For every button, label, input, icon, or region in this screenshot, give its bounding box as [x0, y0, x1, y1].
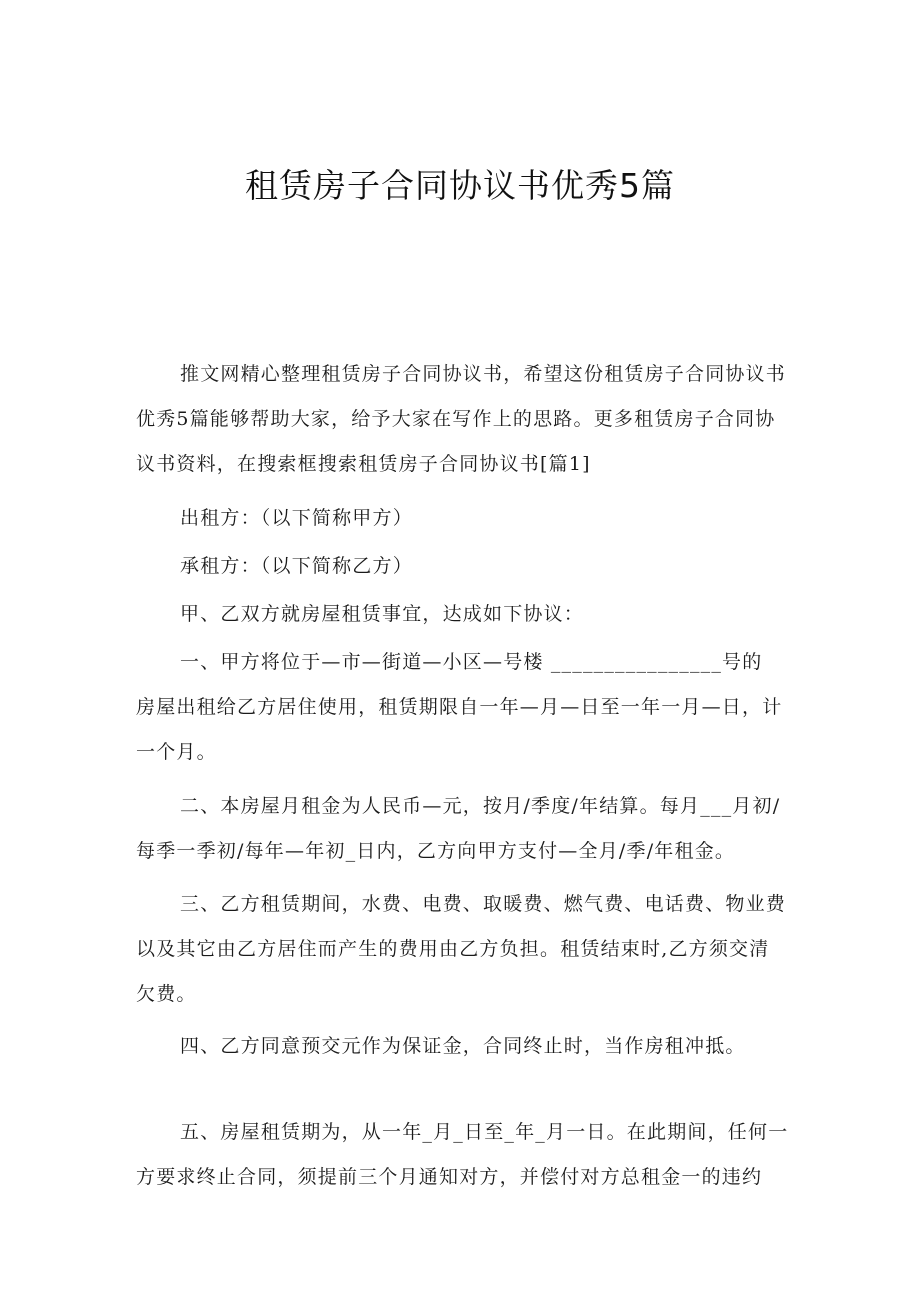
clause-5-line-1: 五、房屋租赁期为，从一年_月_日至_年_月一日。在此期间，任何一 [180, 1121, 789, 1143]
document-title: 租赁房子合同协议书优秀5篇 [245, 166, 675, 205]
clause-1-line-2: 房屋出租给乙方居住使用，租赁期限自一年—月—日至一年一月—日，计 [136, 696, 783, 718]
clause-5-line-2: 方要求终止合同，须提前三个月通知对方，并偿付对方总租金一的违约 [136, 1166, 763, 1188]
clause-2-line-2: 每季一季初/每年—年初_日内，乙方向甲方支付—全月/季/年租金。 [136, 840, 736, 862]
intro-line-3: 议书资料，在搜索框搜索租赁房子合同协议书[篇1] [136, 453, 591, 475]
lessee-line: 承租方：（以下简称乙方） [180, 555, 413, 577]
clause-3-line-2: 以及其它由乙方居住而产生的费用由乙方负担。租赁结束时,乙方须交清 [136, 938, 770, 960]
intro-paragraph [136, 352, 792, 487]
clause-1-paragraph [136, 640, 792, 775]
lessor-line: 出租方：（以下简称甲方） [180, 507, 413, 529]
clause-1-line-1: 一、甲方将位于—市—街道—小区—号楼 ________________号的 [180, 651, 763, 673]
clause-1-line-3: 一个月。 [136, 741, 217, 763]
clause-5-paragraph [136, 1110, 792, 1200]
intro-line-1: 推文网精心整理租赁房子合同协议书，希望这份租赁房子合同协议书 [180, 363, 787, 385]
clause-3-line-3: 欠费。 [136, 983, 197, 1005]
agreement-line: 甲、乙双方就房屋租赁事宜，达成如下协议： [180, 603, 585, 625]
clause-4-line: 四、乙方同意预交元作为保证金，合同终止时，当作房租冲抵。 [180, 1035, 746, 1057]
clause-2-paragraph [136, 784, 792, 874]
intro-line-2: 优秀5篇能够帮助大家，给予大家在写作上的思路。更多租赁房子合同协 [136, 408, 776, 430]
clause-3-line-1: 三、乙方租赁期间，水费、电费、取暖费、燃气费、电话费、物业费 [180, 893, 787, 915]
clause-2-line-1: 二、本房屋月租金为人民币—元，按月/季度/年结算。每月___月初/ [180, 795, 781, 817]
clause-3-paragraph [136, 882, 792, 1017]
